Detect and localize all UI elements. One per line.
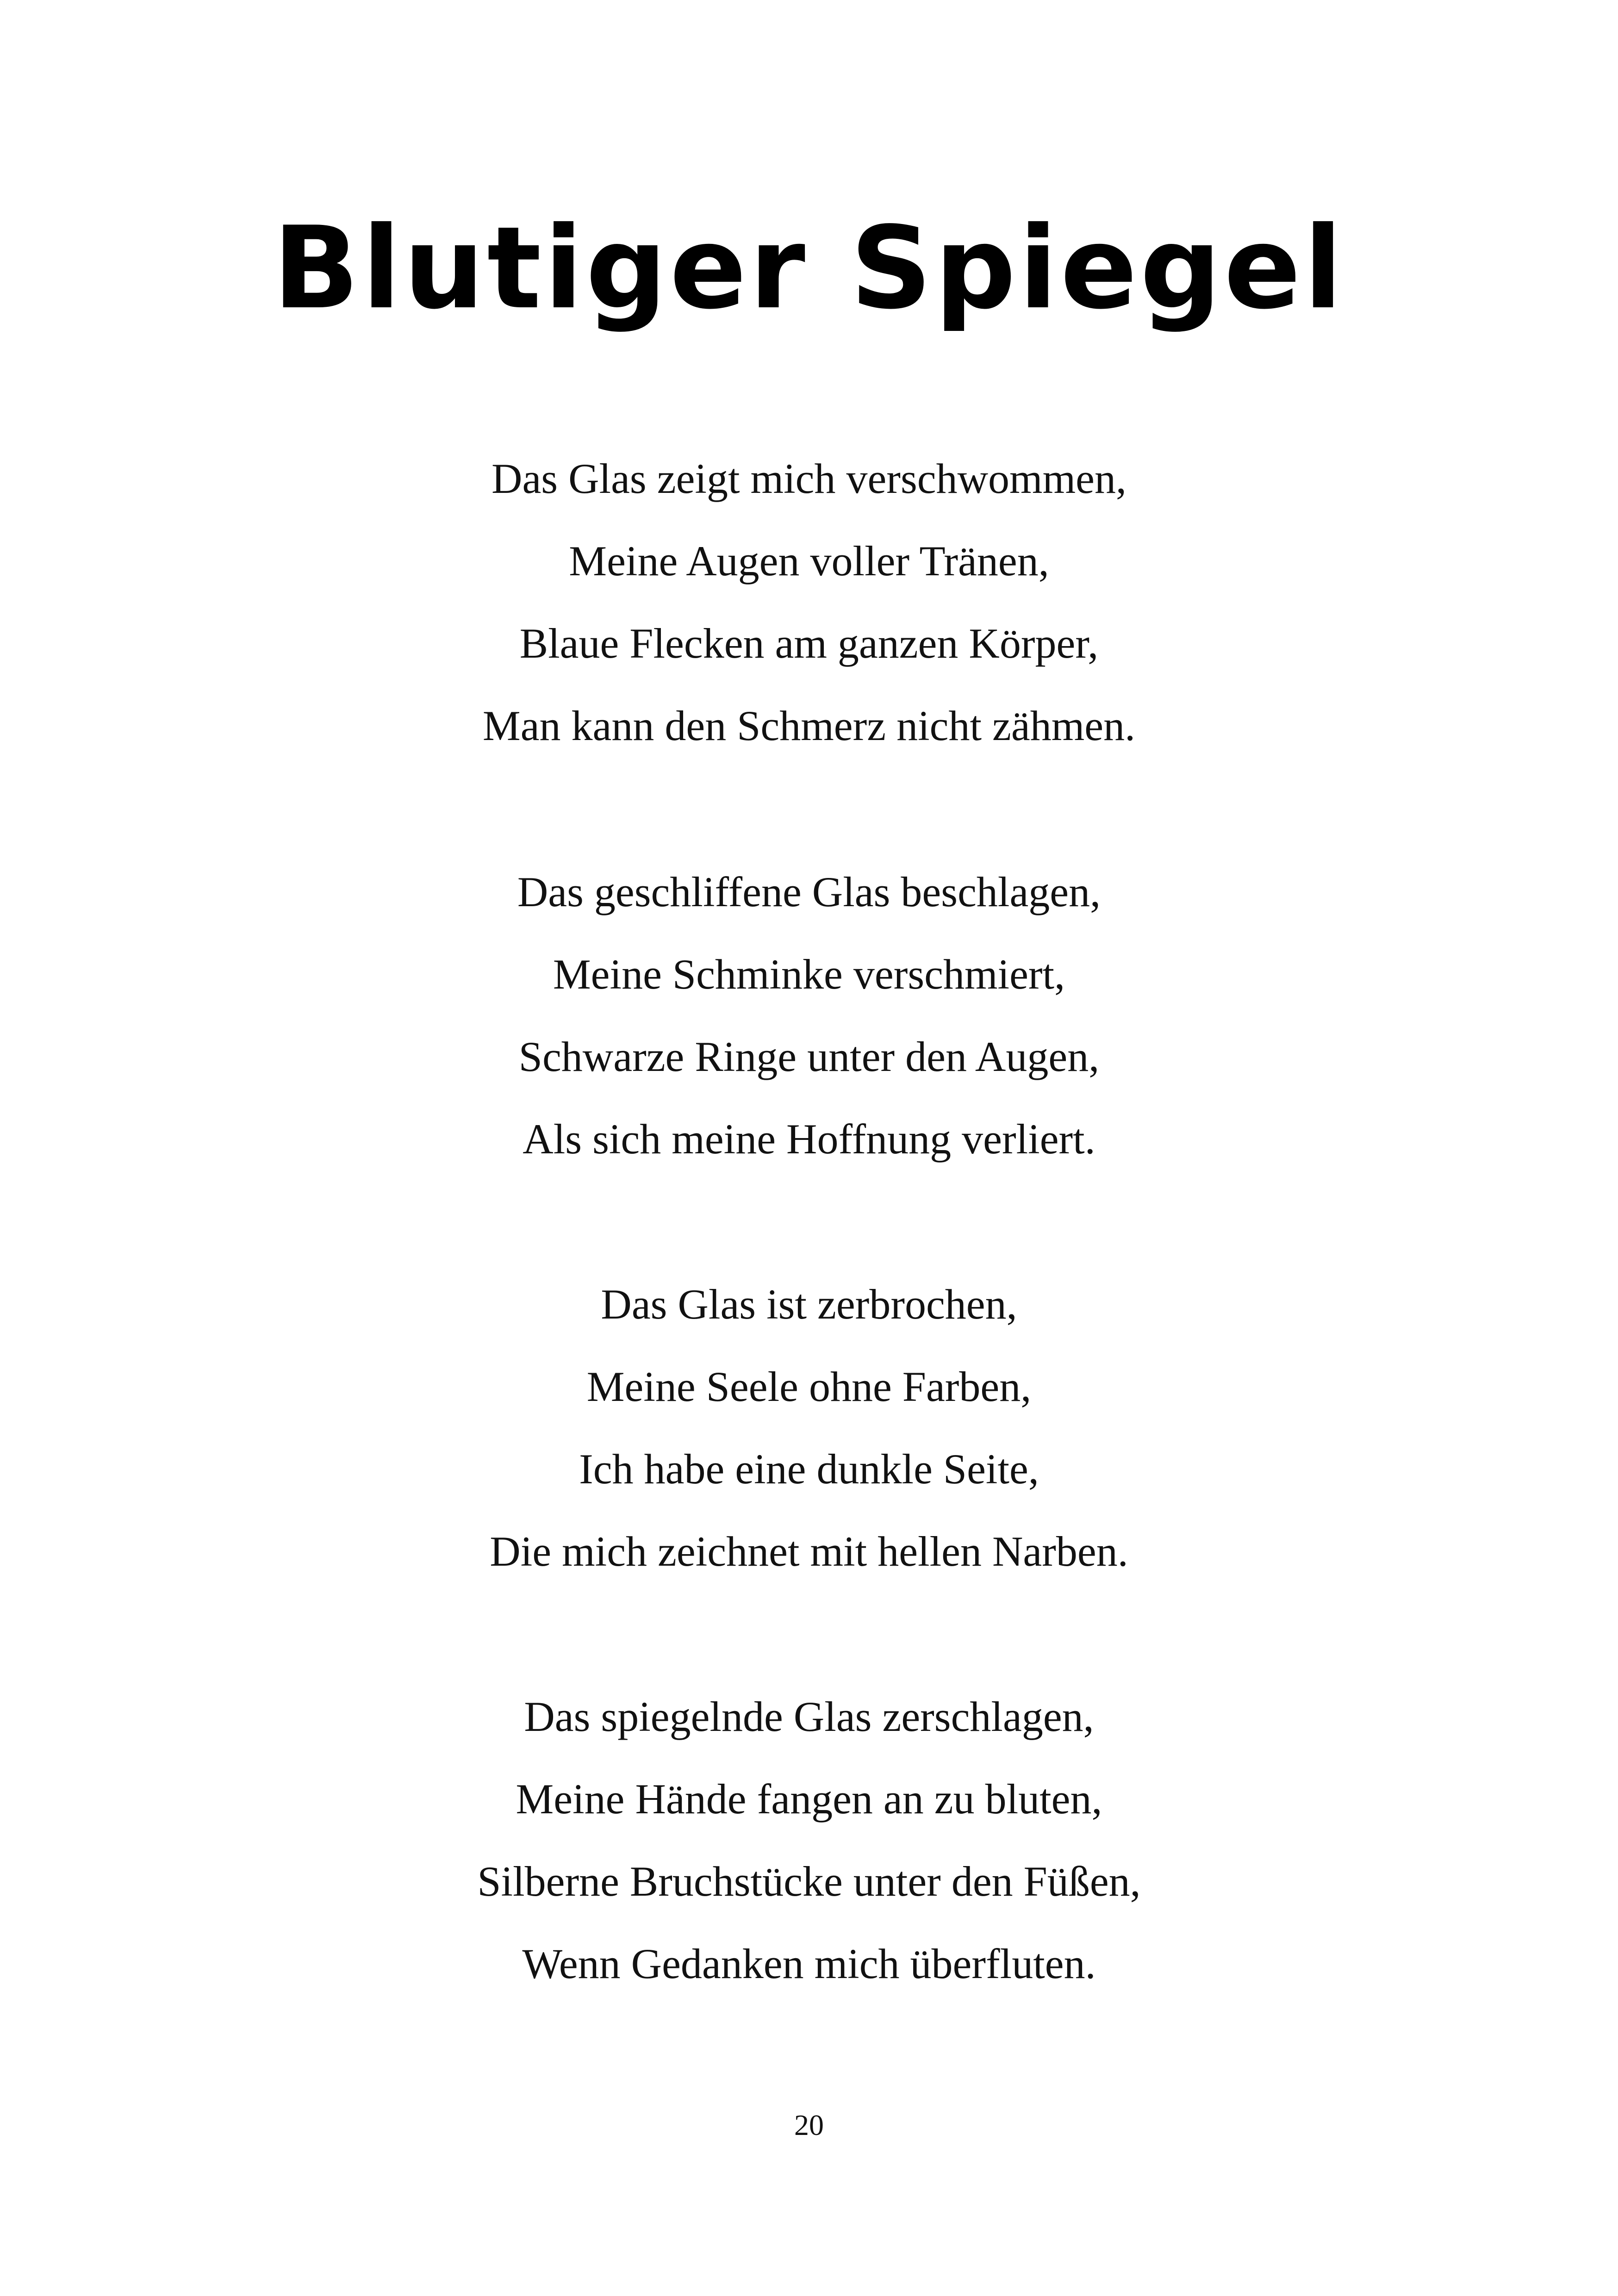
poem-line: Das spiegelnde Glas zerschlagen, bbox=[524, 1693, 1094, 1740]
poem-line: Meine Schminke verschmiert, bbox=[553, 951, 1065, 998]
poem-line: Blaue Flecken am ganzen Körper, bbox=[519, 620, 1099, 667]
poem-line: Meine Hände fangen an zu bluten, bbox=[516, 1775, 1102, 1823]
stanza-3 bbox=[0, 1263, 1618, 1593]
page-number: 20 bbox=[794, 2109, 824, 2141]
stanza-1 bbox=[0, 437, 1618, 767]
poem-title: Blutiger Spiegel bbox=[273, 202, 1345, 334]
stanza-2 bbox=[0, 851, 1618, 1180]
poem-line: Ich habe eine dunkle Seite, bbox=[579, 1445, 1039, 1493]
poem-line: Das Glas ist zerbrochen, bbox=[601, 1281, 1017, 1328]
poem-line: Silberne Bruchstücke unter den Füßen, bbox=[477, 1858, 1141, 1905]
stanza-4 bbox=[0, 1675, 1618, 2005]
poem-line: Das Glas zeigt mich verschwommen, bbox=[492, 455, 1126, 502]
poem-line: Die mich zeichnet mit hellen Narben. bbox=[490, 1528, 1128, 1575]
poem-line: Wenn Gedanken mich überfluten. bbox=[522, 1940, 1096, 1987]
poem-line: Meine Augen voller Tränen, bbox=[569, 537, 1049, 585]
poem-line: Als sich meine Hoffnung verliert. bbox=[523, 1115, 1095, 1163]
poem-line: Meine Seele ohne Farben, bbox=[586, 1363, 1032, 1410]
poem-line: Das geschliffene Glas beschlagen, bbox=[517, 868, 1101, 915]
poem-line: Man kann den Schmerz nicht zähmen. bbox=[482, 702, 1136, 749]
poem-line: Schwarze Ringe unter den Augen, bbox=[518, 1033, 1100, 1080]
